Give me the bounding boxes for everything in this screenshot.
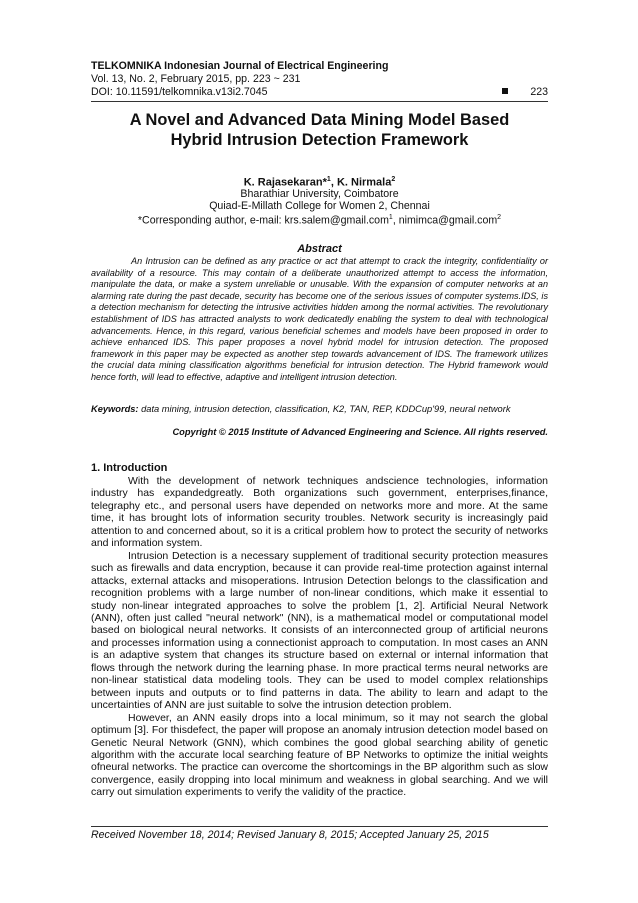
author-block: [91, 174, 548, 227]
doi: DOI: 10.11591/telkomnika.v13i2.7045: [91, 86, 268, 98]
author-1-sup: 1: [326, 176, 331, 183]
author-2: K. Nirmala: [336, 176, 392, 189]
email-sup-2: 2: [497, 214, 502, 222]
square-bullet-icon: [502, 88, 508, 94]
footer-divider: [91, 826, 548, 827]
keywords-text: data mining, intrusion detection, classification, K2, TAN, REP, KDDCup'99, neural network: [138, 404, 511, 414]
footer-dates: Received November 18, 2014; Revised January 8, 2015; Accepted January 25, 2015: [91, 829, 489, 841]
affiliation-1: Bharathiar University, Coimbatore: [240, 188, 399, 201]
affiliation-2: Quiad-E-Millath College for Women 2, Chennai: [209, 199, 430, 212]
keywords: [91, 403, 548, 415]
author-2-sup: 2: [391, 176, 396, 183]
introduction-body: [91, 475, 548, 799]
section-heading: 1. Introduction: [91, 462, 168, 474]
paper-title: [91, 110, 548, 150]
title-line-2: Hybrid Intrusion Detection Framework: [170, 131, 469, 149]
author-names: [91, 174, 548, 189]
email-prefix: *Corresponding author, e-mail: krs.salem@gmail.com: [137, 214, 389, 227]
keywords-label: Keywords:: [91, 404, 139, 414]
email-sup-1: 1: [388, 214, 393, 222]
page-number-block: [502, 86, 548, 99]
volume-info: Vol. 13, No. 2, February 2015, pp. 223 ~ 231: [91, 73, 301, 85]
paragraph: Intrusion Detection is a necessary supplement of traditional security protection measures such as firewalls and data encryption, because it can provide real-time protection against internal attacks, external attacks and misoperations. Intrusion Detection belongs to the classification and recognition problems with a large number of non-linear conditions, which make it essential to study non-linear integrated approaches to solve the problem [1, 2]. Artificial Neural Network (ANN), often just called "neural network" (NN), is a mathematical model or computational model based on biological neural networks. It consists of an interconnected group of artificial neurons and processes information using a connectionist approach to computation. In most cases an ANN is an adaptive system that changes its structure based on external or internal information that flows through the network during the learning phase. In more practical terms neural networks are non-linear statistical data modeling tools. They can be used to model complex relationships between inputs and outputs or to find patterns in data. The ability to learn and adapt to the uncertainties of ANN are just suitable to solve the intrusion detection problem.: [91, 549, 548, 712]
paragraph: However, an ANN easily drops into a local minimum, so it may not search the global optimum [3]. For thisdefect, the paper will propose an anomaly intrusion detection model based on Genetic Neural Network (GNN), which combines the good global searching ability of genetic algorithm with the accurate local searching feature of BP Networks to optimize the initial weights ofneural networks. The practice can overcome the shortcomings in the BP algorithm such as slow convergence, easily dropping into local minimum and weakness in global searching. And we will carry out simulation experiments to verify the validity of the practice.: [91, 711, 548, 799]
email-middle: , nimimca@gmail.com: [392, 214, 498, 227]
title-line-1: A Novel and Advanced Data Mining Model Based: [129, 111, 510, 129]
corresponding-email: [91, 212, 548, 227]
abstract-text: An Intrusion can be defined as any practice or act that attempt to crack the integrity, confidentiality or availability of a resource. This may contain of a deliberate unauthorized attempt to access the information, manipulate the data, or make a system unreliable or unusable. With the expansion of computer networks at an alarming rate during the past decade, security has become one of the serious issues of computer systems.IDS, is a detection mechanism for detecting the intrusive activities hidden among the normal activities. The revolutionary establishment of IDS has attracted analysts to work dedicatedly enabling the system to deal with technological advancements. Hence, in this regard, various beneficial schemes and models have been proposed in order to achieve enhanced IDS. This paper proposes a novel hybrid model for intrusion detection. The proposed framework in this paper may be expected as another step towards advancement of IDS. The framework utilizes the crucial data mining classification algorithms beneficial for intrusion detection. The Hybrid framework would hence forth, will lead to effective, adaptive and intelligent intrusion detection.: [91, 256, 548, 382]
journal-name: TELKOMNIKA Indonesian Journal of Electrical Engineering: [91, 60, 389, 72]
author-separator: ,: [330, 176, 337, 189]
page-number: 223: [530, 86, 548, 98]
author-1: K. Rajasekaran*: [243, 176, 327, 189]
header-divider: [91, 101, 548, 102]
paragraph: With the development of network techniques andscience technologies, information industry has expandedgreatly. Both organizations such government, enterprises,finance, telegraphy etc., and personal users have depended on networks more and more. At the same time, it has brought lots of information security troubles. Network security is increasingly paid attention to and concerned about, so it is a critical problem how to protect the security of networks and information system.: [91, 475, 548, 550]
copyright: Copyright © 2015 Institute of Advanced Engineering and Science. All rights reserved.: [172, 427, 548, 437]
abstract-heading: Abstract: [297, 243, 342, 255]
